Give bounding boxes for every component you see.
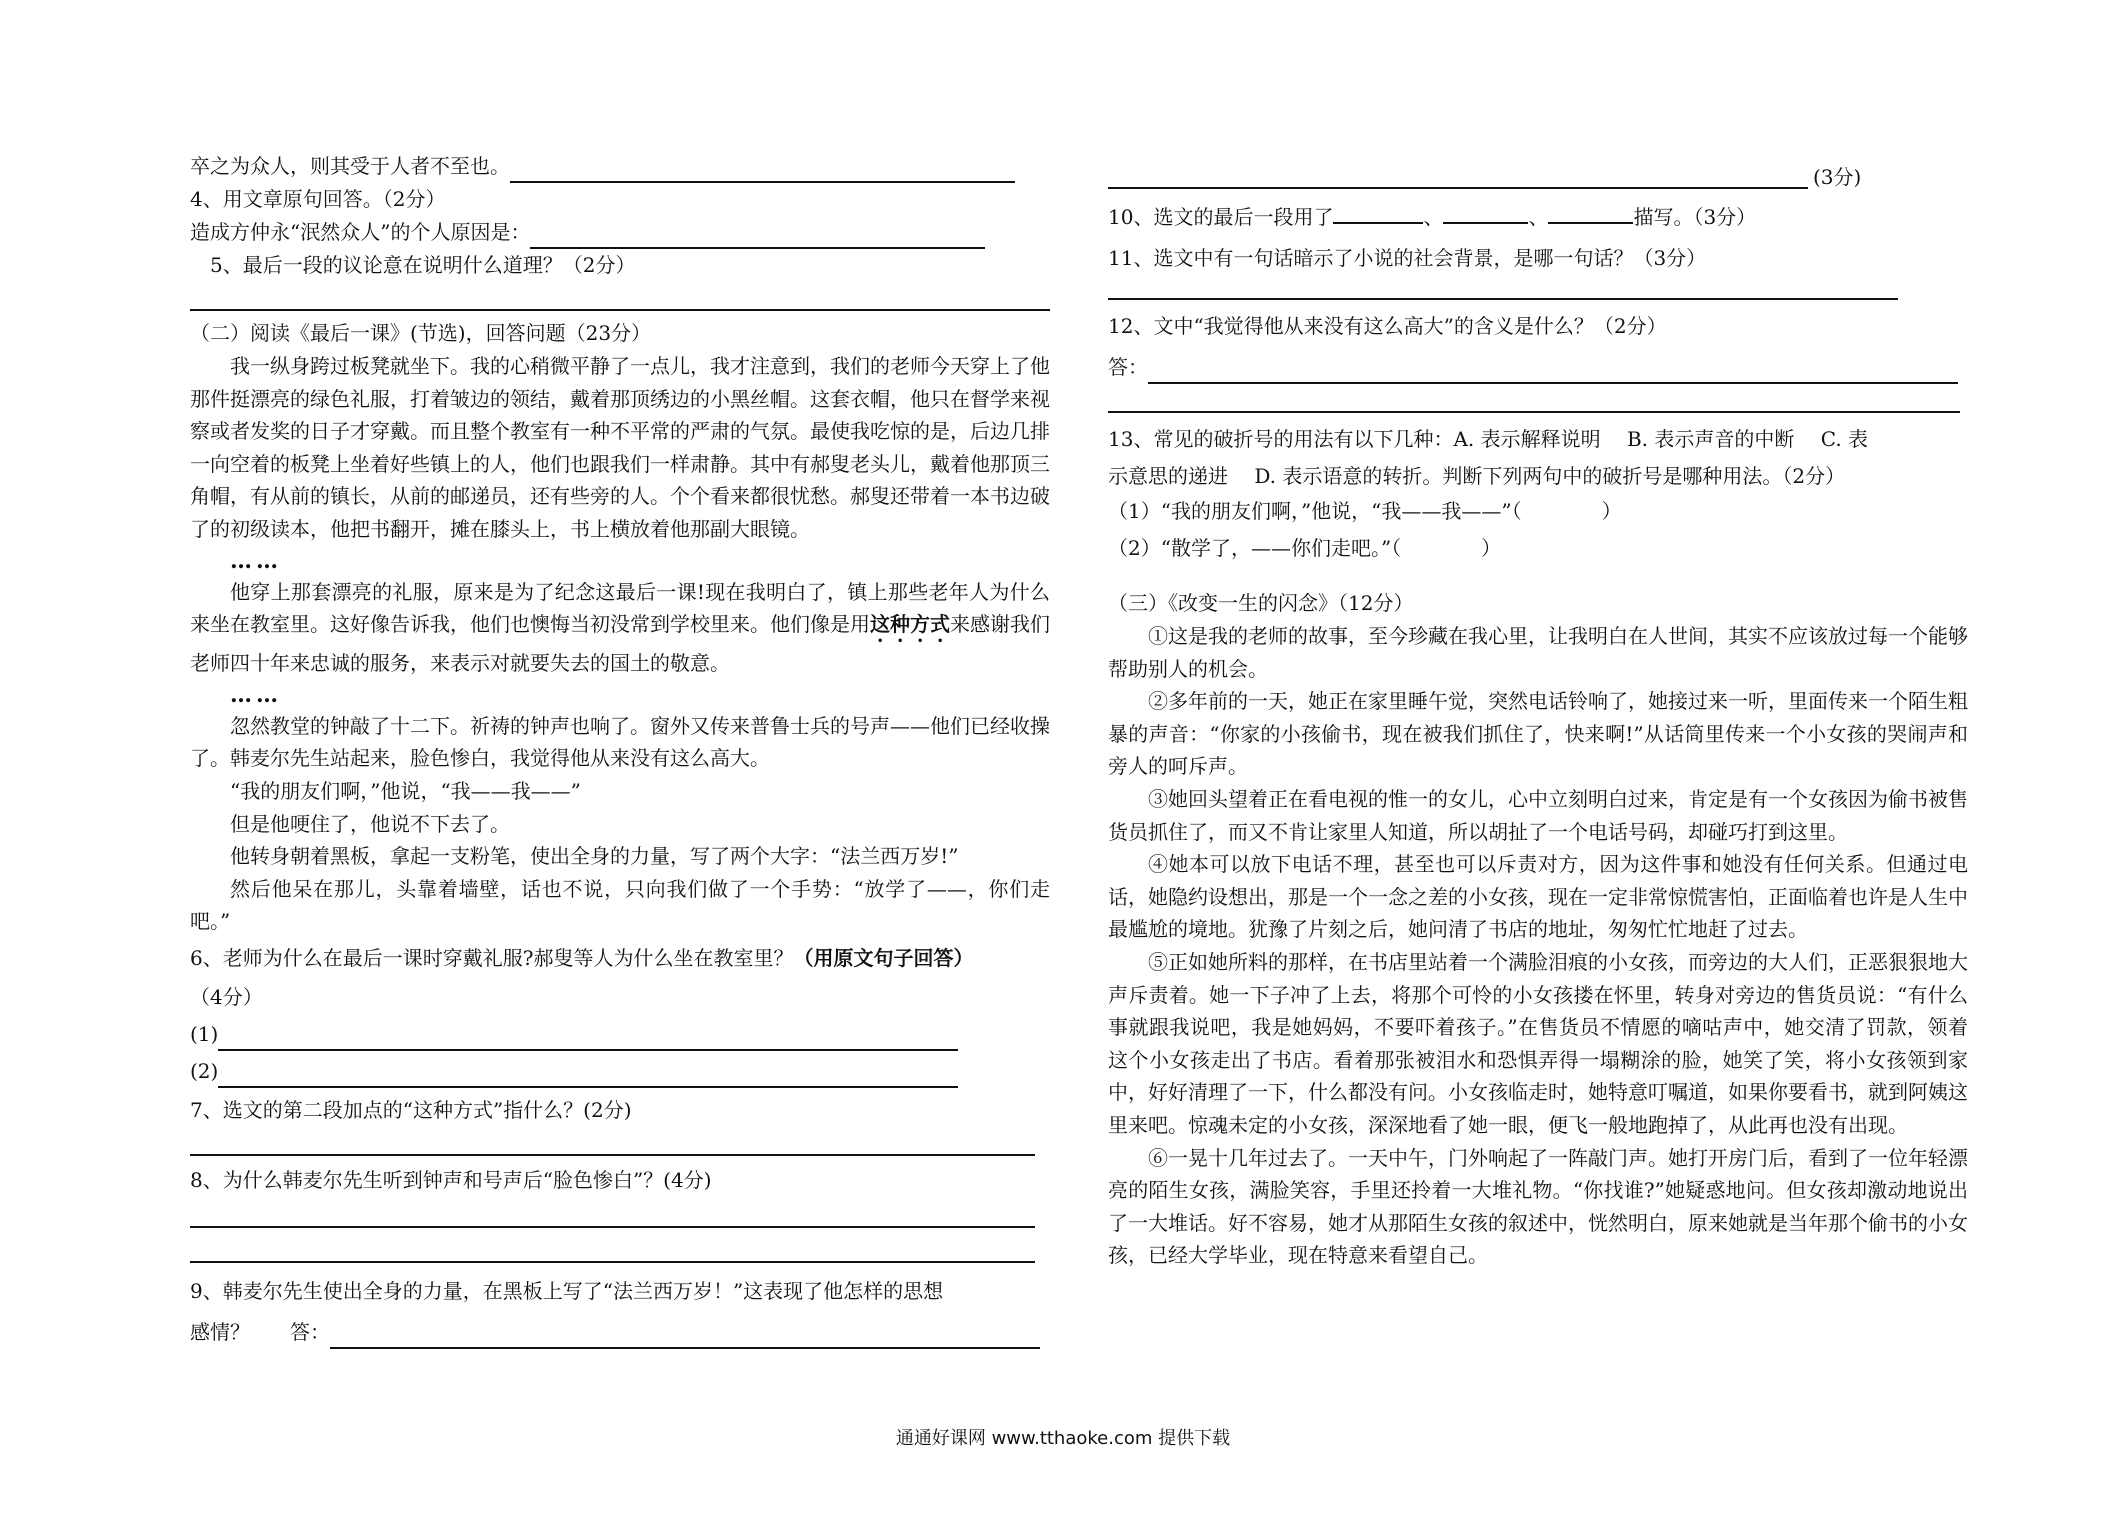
- text-span: 10、选文的最后一段用了: [1108, 205, 1334, 229]
- text-span: 卒之为众人，则其受于人者不至也。: [190, 154, 510, 178]
- right-column: [1108, 165, 1968, 1272]
- separator: 、: [1528, 205, 1549, 229]
- text-span: 造成方仲永“泯然众人”的个人原因是：: [190, 220, 531, 244]
- answer-blank[interactable]: [1108, 165, 1808, 189]
- text-span: 6、老师为什么在最后一课时穿戴礼服?郝叟等人为什么坐在教室里？: [190, 945, 794, 970]
- question-7: 7、选文的第二段加点的“这种方式”指什么？(2分): [190, 1097, 632, 1122]
- emphasized-text: 种方式: [890, 612, 950, 637]
- answer-blank[interactable]: [218, 1064, 958, 1088]
- answer-blank[interactable]: [330, 1325, 1040, 1349]
- text-line: [190, 150, 1050, 183]
- text-span: 他穿上那套漂亮的礼服，原来是为了纪念这最后一课!现在我明白了，镇上那些老年人为什么来坐在教室里。这好像告诉我，他们也懊悔当初没常到学校里来。他们像是用: [190, 579, 1050, 637]
- score-label: (3分): [1813, 165, 1862, 189]
- question-13-item-1: （1）“我的朋友们啊，”他说，“我——我——”（ ）: [1108, 499, 1622, 523]
- score-line: [1108, 165, 1968, 195]
- separator: 、: [1423, 205, 1444, 229]
- passage-paragraph: ⑤正如她所料的那样，在书店里站着一个满脸泪痕的小女孩，而旁边的大人们，正恶狠狠地大声斥责着。她一下子冲了上去，将那个可怜的小女孩搂在怀里，转身对旁边的售货员说：“有什么事就跟我说吧，我是她妈妈，不要吓着孩子。”在售货员不情愿的嘀咕声中，她交清了罚款，领着这个小女孩走出了书店。看着那张被泪水和恐惧弄得一塌糊涂的脸，她笑了笑，将小女孩领到家中，好好清理了一下，什么都没有问。小女孩临走时，她特意叮嘱道，如果你要看书，就到阿姨这里来吧。惊魂未定的小女孩，深深地看了她一眼，便飞一般地跑掉了，从此再也没有出现。: [1108, 949, 1968, 1137]
- passage-paragraph: ③她回头望着正在看电视的惟一的女儿，心中立刻明白过来，肯定是有一个女孩因为偷书被售货员抓住了，而又不肯让家里人知道，所以胡扯了一个电话号码，却碰巧打到这里。: [1108, 786, 1968, 844]
- answer-blank[interactable]: [1148, 360, 1958, 384]
- text-span: 来感谢我们老师四十年来忠诚的服务，来表示对就要失去的国土的敬意。: [190, 612, 1050, 676]
- passage-paragraph: 忽然教堂的钟敲了十二下。祈祷的钟声也响了。窗外又传来普鲁士兵的号声——他们已经收操了。韩麦尔先生站起来，脸色惨白，我觉得他从来没有这么高大。: [190, 713, 1050, 771]
- passage-paragraph: ④她本可以放下电话不理，甚至也可以斥责对方，因为这件事和她没有任何关系。但通过电话，她隐约设想出，那是一个一念之差的小女孩，现在一定非常惊慌害怕，正面临着也许是人生中最尴尬的境地。犹豫了片刻之后，她问清了书店的地址，匆匆忙忙地赶了过去。: [1108, 852, 1968, 942]
- ellipsis: ……: [230, 681, 282, 708]
- passage-paragraph: 我一纵身跨过板凳就坐下。我的心稍微平静了一点儿，我才注意到，我们的老师今天穿上了他那件挺漂亮的绿色礼服，打着皱边的领结，戴着那顶绣边的小黑丝帽。这套衣帽，他只在督学来视察或者发奖的日子才穿戴。而且整个教室有一种不平常的严肃的气氛。最使我吃惊的是，后边几排一向空着的板凳上坐着好些镇上的人，他们也跟我们一样肃静。其中有郝叟老头儿，戴着他那顶三角帽，有从前的镇长，从前的邮递员，还有些旁的人。个个看来都很忧愁。郝叟还带着一本书边破了的初级读本，他把书翻开，摊在膝头上，书上横放着他那副大眼镜。: [190, 354, 1050, 541]
- answer-line[interactable]: [190, 1225, 1035, 1228]
- answer-line[interactable]: [1108, 410, 1960, 413]
- question-13: 13、常见的破折号的用法有以下几种：A. 表示解释说明 B. 表示声音的中断 C. 表: [1108, 427, 1869, 451]
- passage-paragraph: ①这是我的老师的故事，至今珍藏在我心里，让我明白在人世间，其实不应该放过每一个能够帮助别人的机会。: [1108, 624, 1968, 681]
- answer-label: (2): [190, 1058, 219, 1083]
- question-13-item-2: （2）“散学了，——你们走吧。”（ ）: [1108, 536, 1502, 560]
- question-12: 12、文中“我觉得他从来没有这么高大”的含义是什么？（2分）: [1108, 314, 1667, 338]
- answer-1-line: [190, 1018, 1050, 1051]
- emphasized-text: 这: [870, 612, 890, 637]
- question-8: 8、为什么韩麦尔先生听到钟声和号声后“脸色惨白”？(4分): [190, 1167, 712, 1192]
- answer-label: (1): [190, 1021, 219, 1046]
- question-6-score: （4分）: [190, 984, 263, 1009]
- question-13-cont: 示意思的递进 D. 表示语意的转折。判断下列两句中的破折号是哪种用法。（2分）: [1108, 464, 1846, 488]
- answer-label: 答：: [1108, 355, 1148, 379]
- question-4: 4、用文章原句回答。（2分）: [190, 187, 446, 211]
- section-3-title: （三）《改变一生的闪念》（12分）: [1108, 591, 1414, 615]
- answer-blank[interactable]: [530, 225, 985, 249]
- passage-paragraph: 然后他呆在那儿，头靠着墙壁，话也不说，只向我们做了一个手势：“放学了——，你们走吧。”: [190, 876, 1050, 934]
- passage-paragraph: 但是他哽住了，他说不下去了。: [230, 811, 510, 836]
- left-column: [190, 150, 1050, 1349]
- section-2-title: （二）阅读《最后一课》(节选)，回答问题（23分）: [190, 321, 652, 345]
- passage-paragraph: 他转身朝着黑板，拿起一支粉笔，使出全身的力量，写了两个大字：“法兰西万岁!”: [230, 844, 959, 869]
- answer-line[interactable]: [1108, 297, 1898, 300]
- text-span: 描写。（3分）: [1633, 205, 1757, 229]
- passage-paragraph: “我的朋友们啊，”他说，“我——我——”: [230, 778, 581, 803]
- answer-line[interactable]: [190, 1260, 1035, 1263]
- ellipsis: ……: [230, 547, 282, 574]
- answer-line[interactable]: [190, 1153, 1035, 1156]
- page-footer: 通通好课网 www.tthaoke.com 提供下载: [895, 1428, 1231, 1449]
- answer-label: 答：: [290, 1319, 330, 1344]
- answer-blank[interactable]: [1333, 204, 1423, 224]
- answer-blank[interactable]: [1548, 204, 1633, 224]
- passage-paragraph: ⑥一晃十几年过去了。一天中午，门外响起了一阵敲门声。她打开房门后，看到了一位年轻漂亮的陌生女孩，满脸笑容，手里还拎着一大堆礼物。“你找谁?”她疑惑地问。但女孩却激动地说出了一大堆话。好不容易，她才从那陌生女孩的叙述中，恍然明白，原来她就是当年那个偷书的小女孩，已经大学毕业，现在特意来看望自己。: [1108, 1145, 1968, 1268]
- question-11: 11、选文中有一句话暗示了小说的社会背景，是哪一句话？（3分）: [1108, 246, 1707, 270]
- bold-instruction: （用原文句子回答）: [793, 945, 974, 970]
- answer-2-line: [190, 1055, 1050, 1088]
- passage-paragraph: [190, 576, 1050, 680]
- question-9: 9、韩麦尔先生使出全身的力量，在黑板上写了“法兰西万岁！”这表现了他怎样的思想: [190, 1278, 944, 1303]
- question-4-prompt: [190, 216, 1050, 249]
- question-12-answer: [1108, 351, 1968, 384]
- question-6: [190, 942, 1050, 975]
- answer-blank[interactable]: [510, 159, 1015, 183]
- question-9-cont: [190, 1316, 1050, 1349]
- passage-paragraph: ②多年前的一天，她正在家里睡午觉，突然电话铃响了，她接过来一听，里面传来一个陌生粗暴的声音：“你家的小孩偷书，现在被我们抓住了，快来啊!”从话筒里传来一个小女孩的哭闹声和旁人的呵斥声。: [1108, 689, 1968, 779]
- answer-blank[interactable]: [1443, 204, 1528, 224]
- question-5: 5、最后一段的议论意在说明什么道理？（2分）: [210, 253, 636, 277]
- answer-line[interactable]: [190, 308, 1050, 311]
- question-10: [1108, 201, 1968, 234]
- answer-blank[interactable]: [218, 1027, 958, 1051]
- text-span: 感情？: [190, 1319, 250, 1344]
